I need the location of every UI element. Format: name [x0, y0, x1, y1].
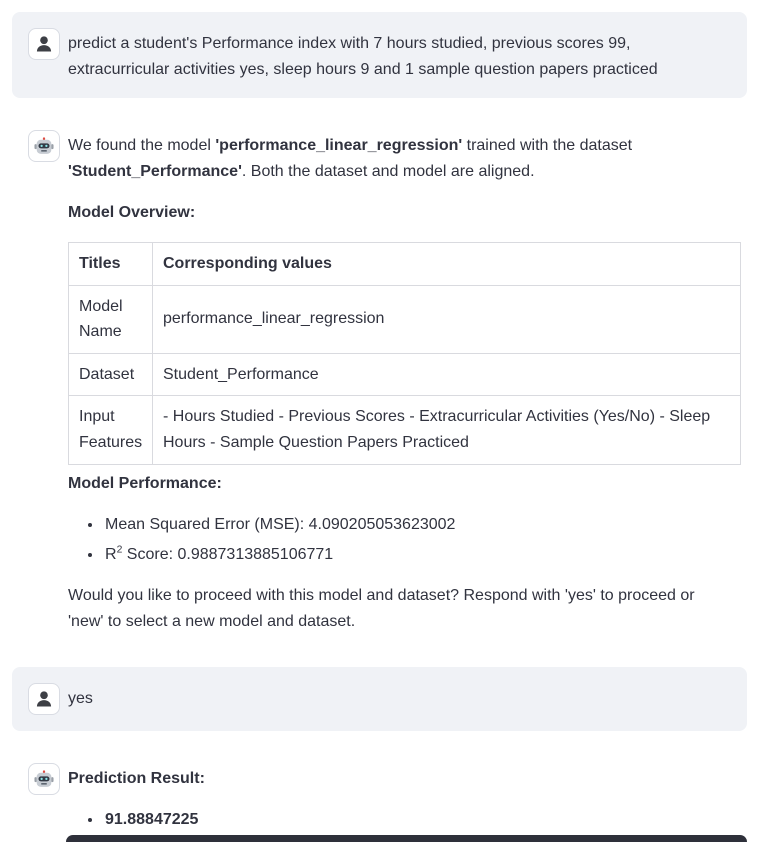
bottom-cutoff-bar — [66, 835, 747, 842]
user-message — [12, 667, 747, 731]
assistant-message — [12, 114, 747, 650]
table-row — [69, 396, 741, 464]
table-row — [69, 285, 741, 353]
user-message-text: yes — [68, 689, 93, 707]
assistant-avatar — [28, 763, 60, 795]
person-icon — [34, 689, 54, 709]
person-icon — [34, 34, 54, 54]
proceed-question: Would you like to proceed with this model and dataset? Respond with 'yes' to proceed or 'new' to select a new model and dataset. — [68, 587, 695, 630]
prediction-result-heading: Prediction Result: — [68, 769, 205, 787]
robot-icon — [33, 135, 55, 157]
table-cell-title: Input Features — [69, 396, 153, 464]
metric-r2: • $R^2$ Score: 0.9887313885106771 — [103, 542, 731, 568]
assistant-avatar — [28, 130, 60, 162]
model-performance-heading: Model Performance: — [68, 474, 222, 492]
table-header-row — [69, 242, 741, 285]
table-cell-value: - Hours Studied - Previous Scores - Extracurricular Activities (Yes/No) - Sleep Hours - Sample Question Papers Practiced — [153, 396, 741, 464]
metric-mse: • Mean Squared Error (MSE): 4.090205053623002 — [103, 512, 731, 538]
metrics-list — [68, 512, 731, 567]
table-cell-value: Student_Performance — [153, 353, 741, 396]
user-message — [12, 12, 747, 98]
robot-icon — [33, 768, 55, 790]
assistant-intro — [68, 133, 731, 184]
user-message-text: predict a student's Performance index with 7 hours studied, previous scores 99, extracurricular activities yes, sleep hours 9 and 1 sample question papers practiced — [68, 35, 658, 78]
table-cell-value: performance_linear_regression — [153, 285, 741, 353]
prediction-value: • 91.88847225 — [103, 807, 731, 833]
assistant-message — [12, 747, 747, 865]
table-header-values: Corresponding values — [153, 242, 741, 285]
model-name-bold: 'performance_linear_regression' — [215, 137, 463, 155]
model-overview-heading: Model Overview: — [68, 204, 196, 222]
prediction-list — [68, 807, 731, 833]
intro-post: . Both the dataset and model are aligned. — [241, 162, 535, 180]
dataset-name-bold: 'Student_Performance' — [68, 162, 242, 180]
user-avatar — [28, 683, 60, 715]
table-cell-title: Model Name — [69, 285, 153, 353]
table-row — [69, 353, 741, 396]
intro-pre: We found the model — [68, 137, 216, 155]
user-avatar — [28, 28, 60, 60]
model-overview-table — [68, 242, 741, 465]
intro-mid: trained with the dataset — [462, 137, 633, 155]
table-cell-title: Dataset — [69, 353, 153, 396]
table-header-titles: Titles — [69, 242, 153, 285]
